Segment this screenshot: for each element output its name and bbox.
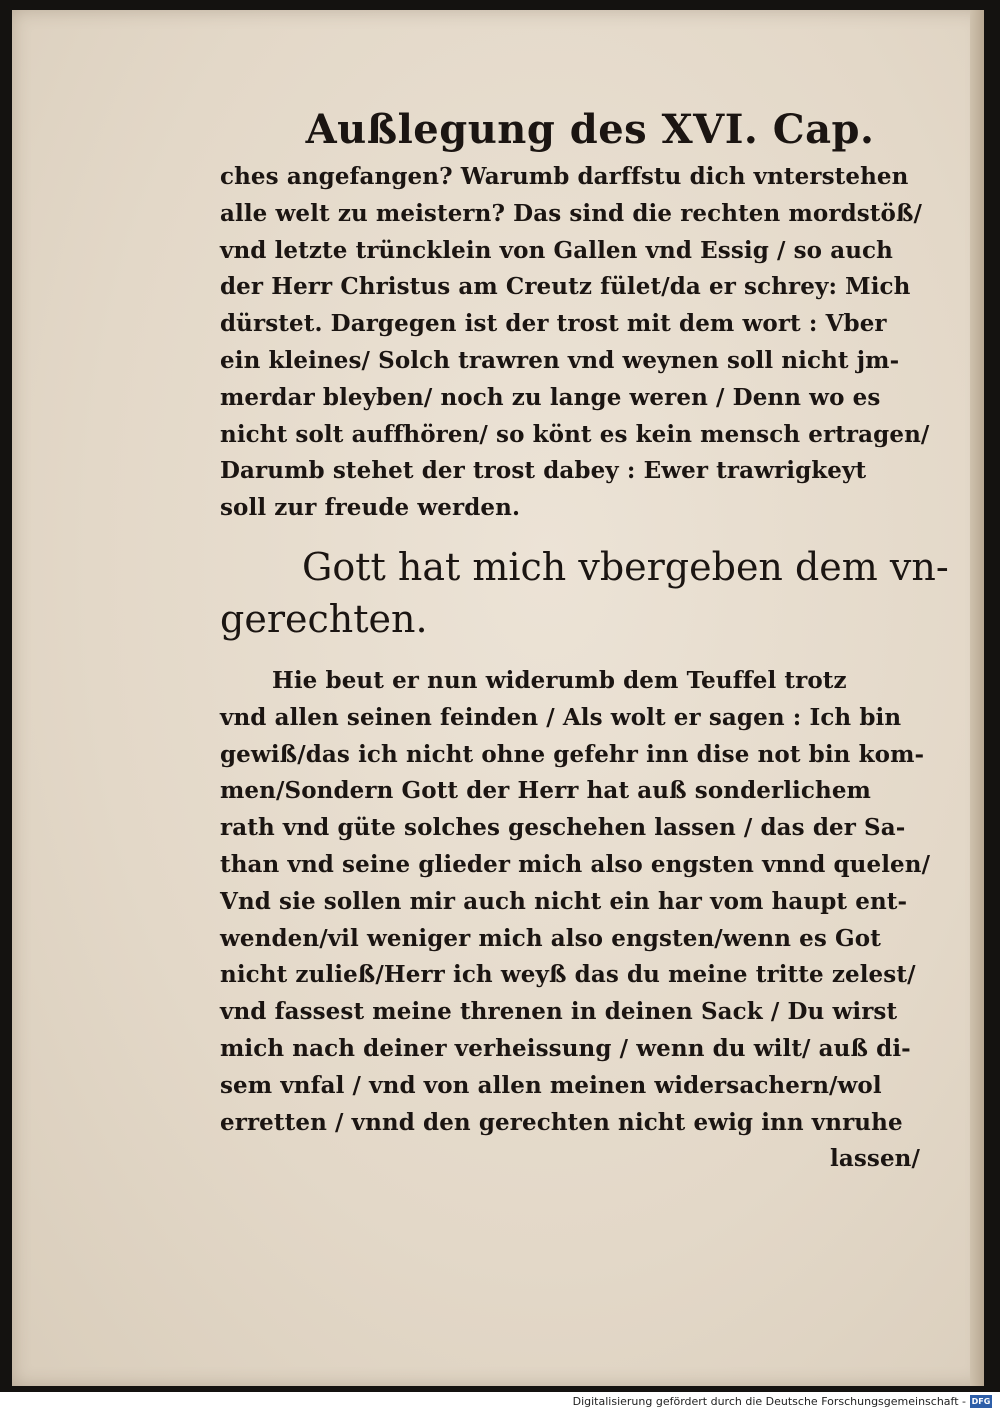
- paragraph-2: [220, 663, 940, 1178]
- text-line: dürstet. Dargegen ist der trost mit dem wort : Vber: [220, 310, 887, 338]
- text-line: nicht zuließ/Herr ich weyß das du meine tritte zelest/: [220, 961, 916, 989]
- text-line: Vnd sie sollen mir auch nicht ein har vom haupt ent-: [220, 887, 908, 915]
- section-heading: [220, 541, 949, 645]
- text-line: vnd fassest meine threnen in deinen Sack / Du wirst: [220, 998, 898, 1026]
- catchword: lassen/: [830, 1145, 920, 1173]
- text-line: Darumb stehet der trost dabey : Ewer trawrigkeyt: [220, 457, 867, 485]
- heading-line: Gott hat mich vbergeben dem vn-: [302, 544, 949, 589]
- text-line: sem vnfal / vnd von allen meinen widersachern/wol: [220, 1071, 882, 1099]
- text-line: vnd letzte trüncklein von Gallen vnd Essig / so auch: [220, 236, 893, 264]
- text-block: [220, 106, 949, 1178]
- funding-note: Digitalisierung gefördert durch die Deutsche Forschungsgemeinschaft -: [572, 1395, 966, 1408]
- text-line: soll zur freude werden.: [220, 494, 521, 522]
- text-line: gewiß/das ich nicht ohne gefehr inn dise not bin kom-: [220, 740, 925, 768]
- text-line: ches angefangen? Warumb darffstu dich vnterstehen: [220, 163, 909, 190]
- page-edge: [970, 10, 984, 1386]
- text-line: merdar bleyben/ noch zu lange weren / Denn wo es: [220, 383, 881, 411]
- text-line: rath vnd güte solches geschehen lassen / das der Sa-: [220, 814, 906, 842]
- text-line: mich nach deiner verheissung / wenn du wilt/ auß di-: [220, 1034, 911, 1062]
- text-line: than vnd seine glieder mich also engsten vnnd quelen/: [220, 850, 931, 878]
- footer-bar: [0, 1392, 1000, 1411]
- text-line: Hie beut er nun widerumb dem Teuffel trotz: [272, 666, 847, 694]
- text-line: erretten / vnnd den gerechten nicht ewig inn vnruhe: [220, 1108, 903, 1136]
- text-line: alle welt zu meistern? Das sind die rechten mordstöß/: [220, 199, 923, 227]
- running-head: Außlegung des XVI. Cap.: [305, 106, 875, 153]
- text-line: vnd allen seinen feinden / Als wolt er sagen : Ich bin: [220, 703, 902, 731]
- book-page: [12, 10, 984, 1386]
- paragraph-1: [220, 159, 940, 527]
- text-line: wenden/vil weniger mich also engsten/wenn es Got: [220, 924, 881, 952]
- text-line: der Herr Christus am Creutz fület/da er schrey: Mich: [220, 273, 911, 301]
- text-line: nicht solt auffhören/ so könt es kein mensch ertragen/: [220, 420, 930, 448]
- text-line: ein kleines/ Solch trawren vnd weynen soll nicht jm-: [220, 346, 900, 374]
- heading-line: gerechten.: [220, 596, 428, 641]
- dfg-logo[interactable]: DFG: [971, 1397, 991, 1406]
- text-line: men/Sondern Gott der Herr hat auß sonderlichem: [220, 777, 871, 805]
